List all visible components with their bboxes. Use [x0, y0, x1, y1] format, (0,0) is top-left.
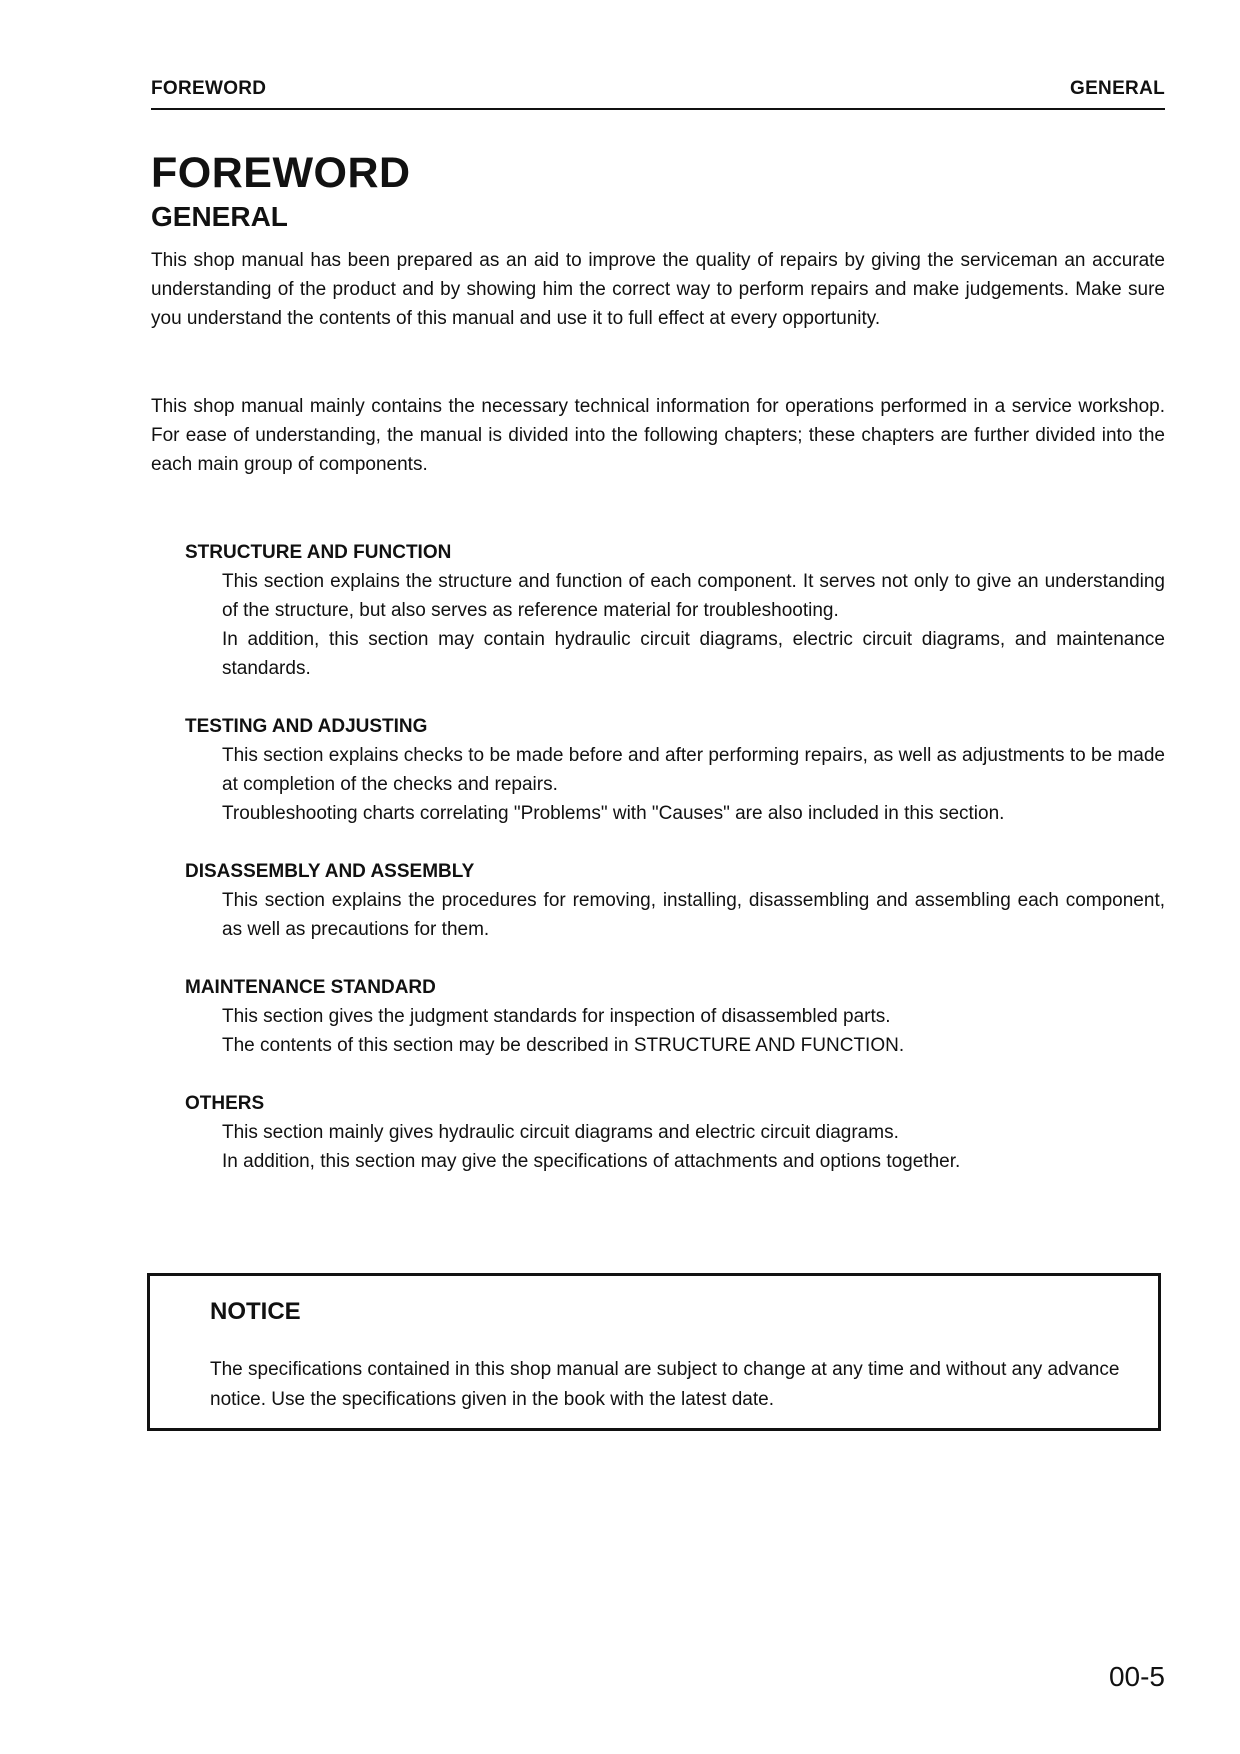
notice-text: The specifications contained in this shop manual are subject to change at any time and without any advance notice. Use the specifications given in the book with the latest date. — [210, 1359, 1120, 1410]
chapter-description: This section explains the structure and function of each component. It serves not only to give an understanding of the structure, but also serves as reference material for troubleshooting. — [222, 571, 1165, 621]
manual-page — [151, 0, 1165, 1754]
running-header — [151, 78, 1165, 110]
page-title: FOREWORD — [151, 149, 411, 197]
page-number: 00-5 — [1108, 1661, 1165, 1692]
notice-title: NOTICE — [210, 1298, 301, 1325]
chapter-description: This section explains the procedures for removing, installing, disassembling and assembling each component, as well as precautions for them. — [222, 890, 1165, 940]
intro-paragraph: This shop manual mainly contains the necessary technical information for operations performed in a service workshop. For ease of understanding, the manual is divided into the following chapters; these chapters are further divided into the each main group of components. — [151, 396, 1165, 475]
chapter-list — [185, 538, 1165, 1205]
chapter-structure-and-function — [185, 538, 1165, 683]
chapter-description: Troubleshooting charts correlating "Problems" with "Causes" are also included in this section. — [222, 803, 1005, 824]
page-subtitle: GENERAL — [151, 201, 288, 232]
chapter-disassembly-and-assembly — [185, 857, 1165, 944]
header-section: GENERAL — [1070, 78, 1165, 99]
chapter-description: The contents of this section may be described in STRUCTURE AND FUNCTION. — [222, 1035, 905, 1056]
notice-box — [147, 1273, 1161, 1431]
header-chapter: FOREWORD — [151, 78, 267, 99]
chapter-heading: TESTING AND ADJUSTING — [185, 716, 428, 737]
chapter-description: This section gives the judgment standards for inspection of disassembled parts. — [222, 1006, 891, 1027]
chapter-description: This section mainly gives hydraulic circuit diagrams and electric circuit diagrams. — [222, 1122, 899, 1143]
chapter-heading: DISASSEMBLY AND ASSEMBLY — [185, 861, 475, 882]
chapter-description: This section explains checks to be made before and after performing repairs, as well as adjustments to be made at completion of the checks and repairs. — [222, 745, 1165, 795]
intro-paragraph: This shop manual has been prepared as an aid to improve the quality of repairs by giving the serviceman an accurate understanding of the product and by showing him the correct way to perform repairs and make judgements. Make sure you understand the contents of this manual and use it to full effect at every opportunity. — [151, 250, 1165, 329]
chapter-heading: STRUCTURE AND FUNCTION — [185, 542, 452, 563]
chapter-description: In addition, this section may give the specifications of attachments and options together. — [222, 1151, 961, 1172]
chapter-maintenance-standard — [185, 973, 1165, 1060]
chapter-description: In addition, this section may contain hydraulic circuit diagrams, electric circuit diagrams, and maintenance standards. — [222, 629, 1165, 679]
chapter-heading: OTHERS — [185, 1093, 265, 1114]
chapter-others — [185, 1089, 1165, 1176]
chapter-testing-and-adjusting — [185, 712, 1165, 828]
chapter-heading: MAINTENANCE STANDARD — [185, 977, 436, 998]
